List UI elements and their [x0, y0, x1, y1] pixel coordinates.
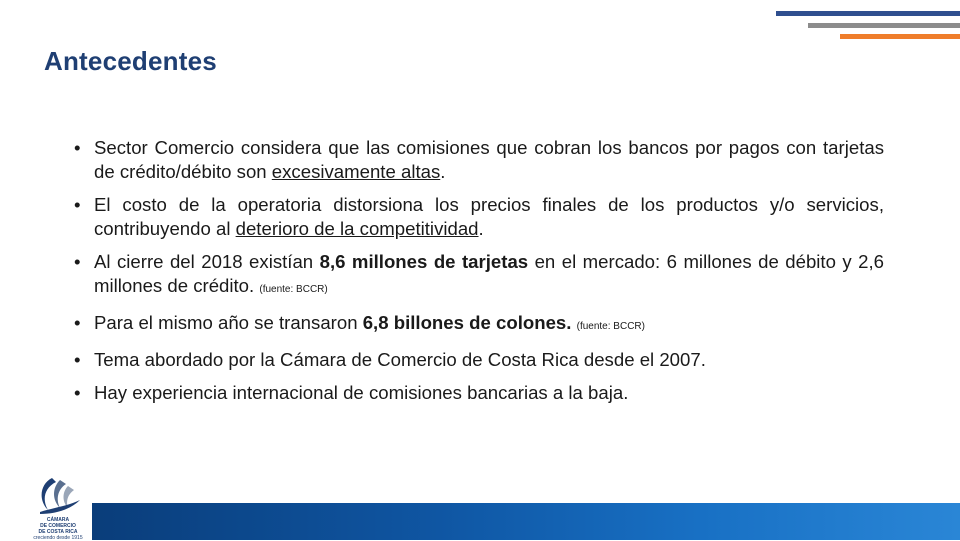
bullet-text: Sector Comercio considera que las comisiones que cobran los bancos por pagos con tarjetas de crédito/débito son — [94, 137, 884, 182]
decor-bar-gray — [808, 23, 960, 28]
bullet-item — [74, 311, 884, 339]
bullet-dot-icon: • — [74, 349, 81, 370]
logo-caption — [30, 517, 86, 541]
logo-line: DE COMERCIO — [40, 523, 76, 529]
decor-bar-orange — [840, 34, 960, 39]
underlined-text: excesivamente altas — [271, 161, 441, 182]
bullet-text: en el mercado: 6 millones de débito y 2,6 millones de crédito. — [94, 251, 884, 296]
bullet-list — [74, 136, 884, 414]
bullet-text: Tema abordado por la Cámara de Comercio de Costa Rica desde el 2007. — [94, 349, 706, 370]
bullet-item — [74, 136, 884, 184]
bullet-item — [74, 250, 884, 302]
bold-text: 8,6 millones de tarjetas — [319, 251, 529, 272]
bullet-dot-icon: • — [74, 194, 81, 215]
decor-bar-blue — [776, 11, 960, 16]
bullet-item — [74, 193, 884, 241]
bullet-item — [74, 381, 884, 405]
bold-text: 6,8 billones de colones. — [362, 312, 572, 333]
underlined-text: deterioro de la competitividad — [235, 218, 479, 239]
logo-line: creciendo desde 1915 — [33, 535, 83, 541]
logo-line: DE COSTA RICA — [38, 529, 78, 535]
bullet-dot-icon: • — [74, 312, 81, 333]
bullet-text: . — [478, 218, 484, 239]
bullet-dot-icon: • — [74, 382, 81, 403]
source-note: (fuente: BCCR) — [259, 284, 328, 295]
logo-line: CÁMARA — [46, 517, 70, 523]
bullet-dot-icon: • — [74, 137, 81, 158]
footer-band — [92, 503, 960, 540]
bullet-item — [74, 348, 884, 372]
bullet-text: Al cierre del 2018 existían — [94, 251, 320, 272]
bullet-text: Para el mismo año se transaron — [94, 312, 363, 333]
bullet-text: El costo de la operatoria distorsiona los precios finales de los productos y/o servicios, contribuyendo al — [94, 194, 884, 239]
source-note: (fuente: BCCR) — [576, 321, 645, 332]
bullet-text: . — [440, 161, 446, 182]
slide-title: Antecedentes — [44, 46, 217, 76]
bullet-text: Hay experiencia internacional de comisiones bancarias a la baja. — [94, 382, 629, 403]
bullet-dot-icon: • — [74, 251, 81, 272]
